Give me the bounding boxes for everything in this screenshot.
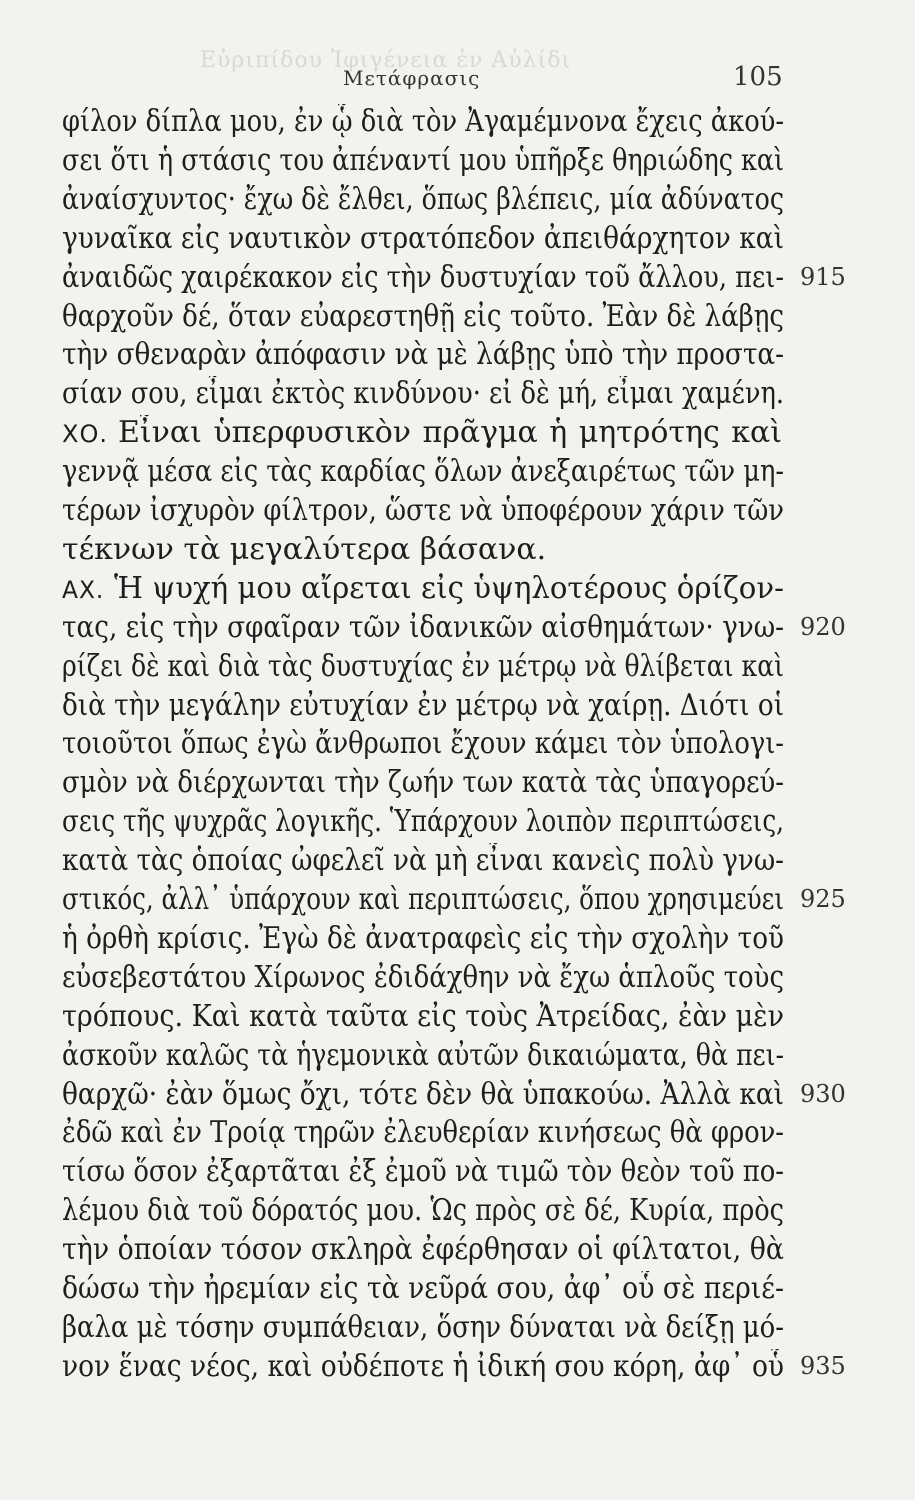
- line-text: τας, εἰς τὴν σφαῖραν τῶν ἰδανικῶν αἰσθημάτων· γνω-: [62, 609, 784, 645]
- text-line: [62, 1349, 784, 1384]
- text-line: [62, 610, 784, 645]
- line-text: τὴν ὁποίαν τόσον σκληρὰ ἐφέρθησαν οἱ φίλτατοι, θὰ: [62, 1232, 784, 1268]
- line-text: θαρχῶ· ἐὰν ὅμως ὄχι, τότε δὲν θὰ ὑπακούω. Ἀλλὰ καὶ: [62, 1076, 784, 1112]
- line-text: ἡ ὀρθὴ κρίσις. Ἐγὼ δὲ ἀνατραφεὶς εἰς τὴν σχολὴν τοῦ: [62, 920, 784, 956]
- text-line: [62, 999, 784, 1034]
- verse-line-number: 925: [800, 885, 846, 913]
- verse-line-number: 930: [800, 1079, 846, 1108]
- text-line: [62, 337, 784, 372]
- line-text: τέκνων τὰ μεγαλύτερα βάσανα.: [62, 531, 547, 567]
- text-line: [62, 415, 784, 450]
- text-line: [62, 532, 784, 567]
- text-line: [62, 182, 784, 217]
- line-text: δώσω τὴν ἠρεμίαν εἰς τὰ νεῦρά σου, ἀφ᾽ οὗ σὲ περιέ-: [62, 1271, 784, 1306]
- line-text: ἀναίσχυντος· ἔχω δὲ ἔλθει, ὅπως βλέπεις, μία ἀδύνατος: [62, 181, 784, 217]
- text-line: [62, 376, 784, 411]
- line-text: ἀσκοῦν καλῶς τὰ ἡγεμονικὰ αὐτῶν δικαιώματα, θὰ πει-: [62, 1037, 784, 1073]
- line-text: φίλον δίπλα μου, ἐν ᾧ διὰ τὸν Ἀγαμέμνονα ἔχεις ἀκού-: [62, 104, 784, 139]
- line-text: τοιοῦτοι ὅπως ἐγὼ ἄνθρωποι ἔχουν κάμει τὸν ὑπολογι-: [62, 726, 784, 762]
- line-text: τρόπους. Καὶ κατὰ ταῦτα εἰς τοὺς Ἀτρείδας, ἐὰν μὲν: [62, 998, 784, 1034]
- text-line: [62, 1193, 784, 1228]
- line-text: ρίζει δὲ καὶ διὰ τὰς δυστυχίας ἐν μέτρῳ νὰ θλίβεται καὶ: [62, 648, 784, 684]
- page-number: 105: [733, 62, 783, 92]
- text-line: [62, 104, 784, 139]
- speaker-label: ΑΧ.: [62, 575, 105, 604]
- text-line: [62, 571, 784, 606]
- text-line: [62, 1310, 784, 1345]
- text-line: [62, 960, 784, 995]
- line-text: σίαν σου, εἶμαι ἐκτὸς κινδύνου· εἰ δὲ μή, εἶμαι χαμένη.: [62, 376, 784, 412]
- text-line: [62, 921, 784, 956]
- text-line: [62, 1038, 784, 1073]
- line-text: σεις τῆς ψυχρᾶς λογικῆς. Ὑπάρχουν λοιπὸν περιπτώσεις,: [62, 804, 784, 840]
- text-line: [62, 1271, 784, 1306]
- line-text: γεννᾷ μέσα εἰς τὰς καρδίας ὅλων ἀνεξαιρέτως τῶν μη-: [62, 454, 784, 490]
- text-line: [62, 1232, 784, 1267]
- line-text: βαλα μὲ τόσην συμπάθειαν, ὅσην δύναται νὰ δείξῃ μό-: [62, 1309, 784, 1345]
- text-line: [62, 688, 784, 723]
- line-text: γυναῖκα εἰς ναυτικὸν στρατόπεδον ἀπειθάρχητον καὶ: [62, 220, 784, 256]
- line-text: Εἶναι ὑπερφυσικὸν πρᾶγμα ἡ μητρότης καὶ: [117, 415, 783, 451]
- speaker-label: ΧΟ.: [62, 420, 108, 449]
- line-text: εὐσεβεστάτου Χίρωνος ἐδιδάχθην νὰ ἔχω ἁπλοῦς τοὺς: [62, 959, 784, 995]
- text-line: [62, 1154, 784, 1189]
- line-text: σει ὅτι ἡ στάσις του ἀπέναντί μου ὑπῆρξε θηριώδης καὶ: [62, 142, 784, 178]
- line-text: λέμου διὰ τοῦ δόρατός μου. Ὡς πρὸς σὲ δέ, Κυρία, πρὸς: [62, 1193, 784, 1229]
- text-line: [62, 882, 784, 917]
- line-text: ἀναιδῶς χαιρέκακον εἰς τὴν δυστυχίαν τοῦ ἄλλου, πει-: [62, 259, 784, 295]
- text-line: [62, 454, 784, 489]
- text-line: [62, 843, 784, 878]
- line-text: θαρχοῦν δέ, ὅταν εὐαρεστηθῇ εἰς τοῦτο. Ἐὰν δὲ λάβῃς: [62, 298, 784, 334]
- text-line: [62, 765, 784, 800]
- text-line: [62, 804, 784, 839]
- text-line: [62, 726, 784, 761]
- running-head: Μετάφρασις: [343, 66, 481, 90]
- line-text: διὰ τὴν μεγάλην εὐτυχίαν ἐν μέτρῳ νὰ χαίρῃ. Διότι οἱ: [62, 687, 784, 723]
- text-line: [62, 299, 784, 334]
- line-text: ἐδῶ καὶ ἐν Τροίᾳ τηρῶν ἐλευθερίαν κινήσεως θὰ φρον-: [62, 1115, 784, 1151]
- line-text: νον ἕνας νέος, καὶ οὐδέποτε ἡ ἰδική σου κόρη, ἀφ᾽ οὗ: [62, 1348, 784, 1384]
- text-line: [62, 493, 784, 528]
- line-text: σμὸν νὰ διέρχωνται τὴν ζωήν των κατὰ τὰς ὑπαγορεύ-: [62, 765, 784, 801]
- page-header: [0, 58, 915, 98]
- text-line: [62, 649, 784, 684]
- text-line: [62, 1115, 784, 1150]
- verse-line-number: 935: [800, 1351, 846, 1380]
- verse-line-number: 915: [800, 262, 846, 291]
- line-text: τέρων ἰσχυρὸν φίλτρον, ὥστε νὰ ὑποφέρουν χάριν τῶν: [62, 493, 784, 528]
- text-line: [62, 260, 784, 295]
- line-text: κατὰ τὰς ὁποίας ὠφελεῖ νὰ μὴ εἶναι κανεὶς πολὺ γνω-: [62, 843, 784, 879]
- text-line: [62, 1077, 784, 1112]
- line-text: τίσω ὅσον ἐξαρτᾶται ἐξ ἐμοῦ νὰ τιμῶ τὸν θεὸν τοῦ πο-: [62, 1154, 784, 1190]
- line-text: στικός, ἀλλ᾽ ὑπάρχουν καὶ περιπτώσεις, ὅπου χρησιμεύει: [62, 882, 784, 917]
- bleed-through-text: Εὐριπίδου Ἰφιγένεια ἐν Αὐλίδι: [200, 48, 572, 73]
- line-text: Ἡ ψυχή μου αἴρεται εἰς ὑψηλοτέρους ὁρίζον-: [114, 570, 784, 606]
- text-line: [62, 221, 784, 256]
- line-text: τὴν σθεναρὰν ἀπόφασιν νὰ μὲ λάβῃς ὑπὸ τὴν προστα-: [62, 337, 784, 373]
- verse-line-number: 920: [800, 612, 846, 641]
- text-line: [62, 143, 784, 178]
